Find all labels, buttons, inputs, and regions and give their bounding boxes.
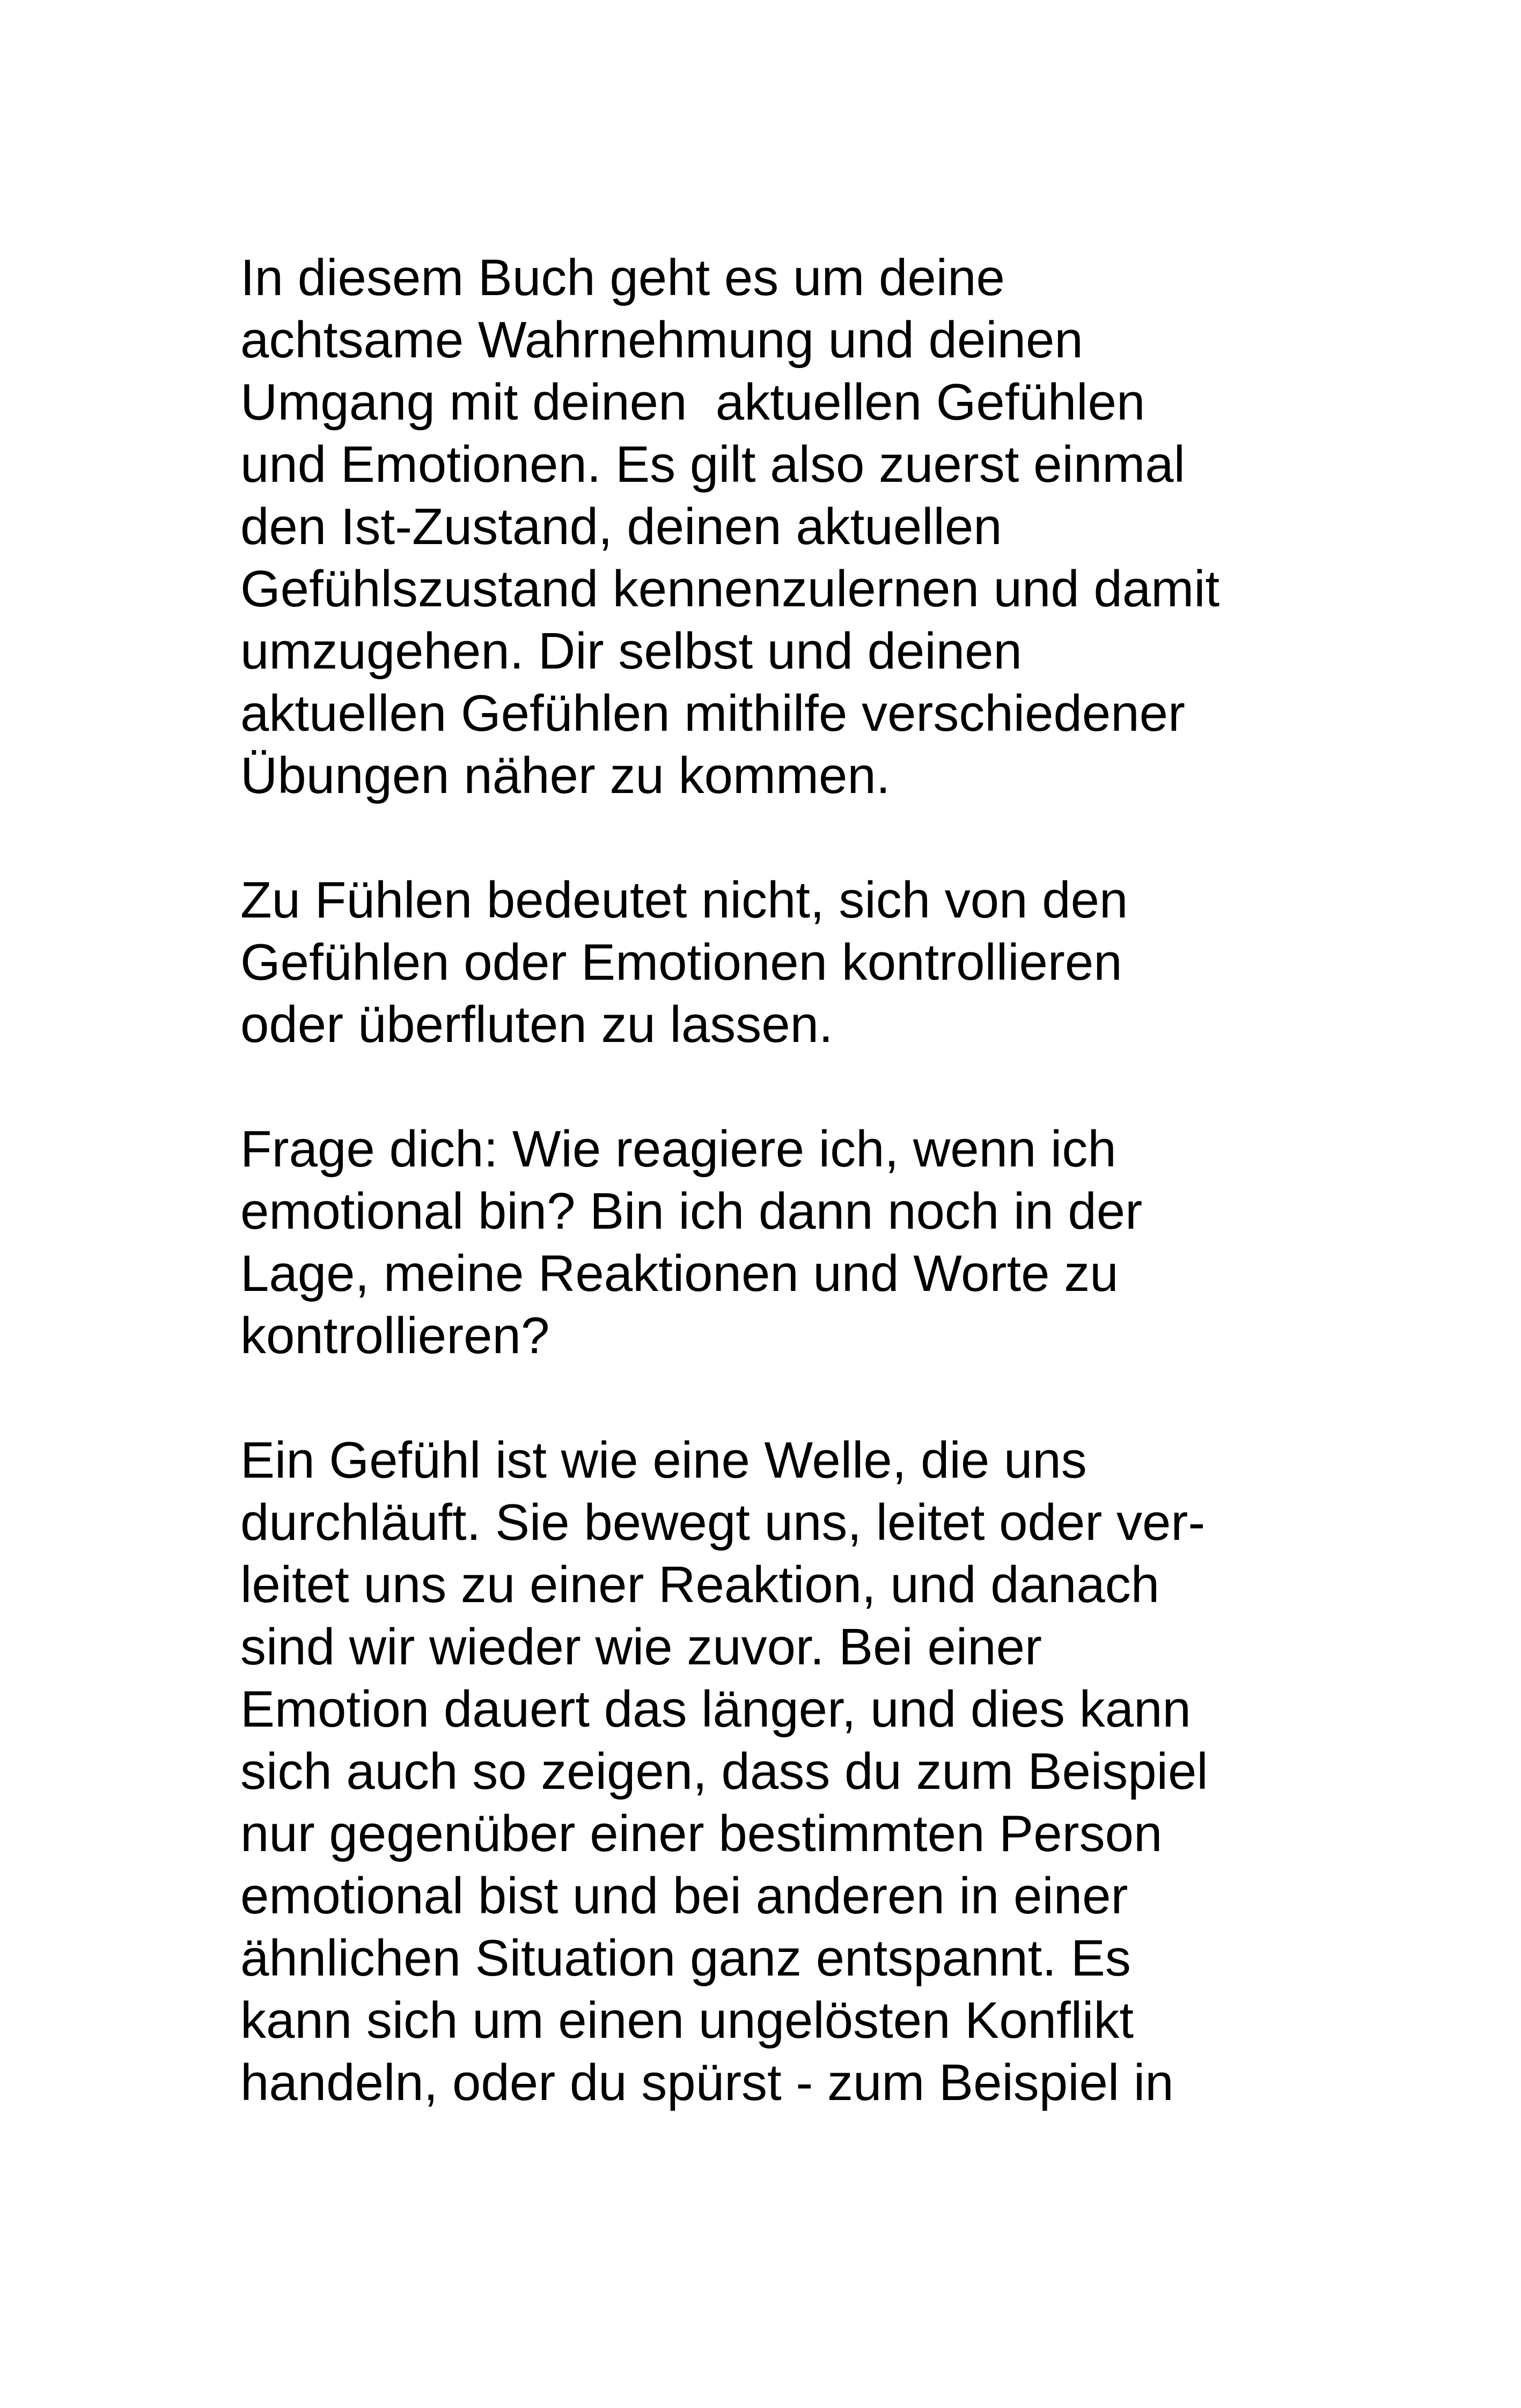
text-line: emotional bin? Bin ich dann noch in der xyxy=(240,1183,1143,1240)
text-line: sich auch so zeigen, dass du zum Beispiel xyxy=(240,1743,1208,1800)
text-line: In diesem Buch geht es um deine xyxy=(240,249,1005,306)
text-line: ähnlichen Situation ganz entspannt. Es xyxy=(240,1929,1131,1987)
text-line: durchläuft. Sie bewegt uns, leitet oder ver- xyxy=(240,1494,1206,1551)
text-line: emotional bist und bei anderen in einer xyxy=(240,1867,1128,1925)
text-line: oder überfluten zu lassen. xyxy=(240,996,833,1053)
text-line: und Emotionen. Es gilt also zuerst einmal xyxy=(240,436,1185,493)
text-line: Gefühlszustand kennenzulernen und damit xyxy=(240,560,1220,618)
text-line: kontrollieren? xyxy=(240,1307,550,1364)
text-line: handeln, oder du spürst - zum Beispiel in xyxy=(240,2054,1174,2111)
paragraph-4 xyxy=(240,1429,1313,2114)
text-line: Frage dich: Wie reagiere ich, wenn ich xyxy=(240,1120,1116,1178)
paragraph-2 xyxy=(240,869,1313,1056)
text-line: den Ist-Zustand, deinen aktuellen xyxy=(240,498,1002,555)
text-line: Gefühlen oder Emotionen kontrollieren xyxy=(240,934,1122,991)
text-line: Zu Fühlen bedeutet nicht, sich von den xyxy=(240,871,1128,929)
text-line: umzugehen. Dir selbst und deinen xyxy=(240,622,1022,680)
text-line: Übungen näher zu kommen. xyxy=(240,747,891,804)
text-line: leitet uns zu einer Reaktion, und danach xyxy=(240,1556,1160,1613)
text-line: sind wir wieder wie zuvor. Bei einer xyxy=(240,1618,1042,1676)
body-text xyxy=(240,247,1313,2114)
text-line: nur gegenüber einer bestimmten Person xyxy=(240,1805,1163,1862)
text-line: Ein Gefühl ist wie eine Welle, die uns xyxy=(240,1431,1087,1489)
paragraph-1 xyxy=(240,247,1313,807)
text-line: Lage, meine Reaktionen und Worte zu xyxy=(240,1245,1119,1302)
text-line: aktuellen Gefühlen mithilfe verschiedener xyxy=(240,685,1185,742)
paragraph-3 xyxy=(240,1118,1313,1367)
text-line: Emotion dauert das länger, und dies kann xyxy=(240,1680,1191,1738)
text-line: kann sich um einen ungelösten Konflikt xyxy=(240,1992,1134,2049)
text-line: achtsame Wahrnehmung und deinen xyxy=(240,311,1083,369)
text-line: Umgang mit deinen aktuellen Gefühlen xyxy=(240,373,1145,431)
